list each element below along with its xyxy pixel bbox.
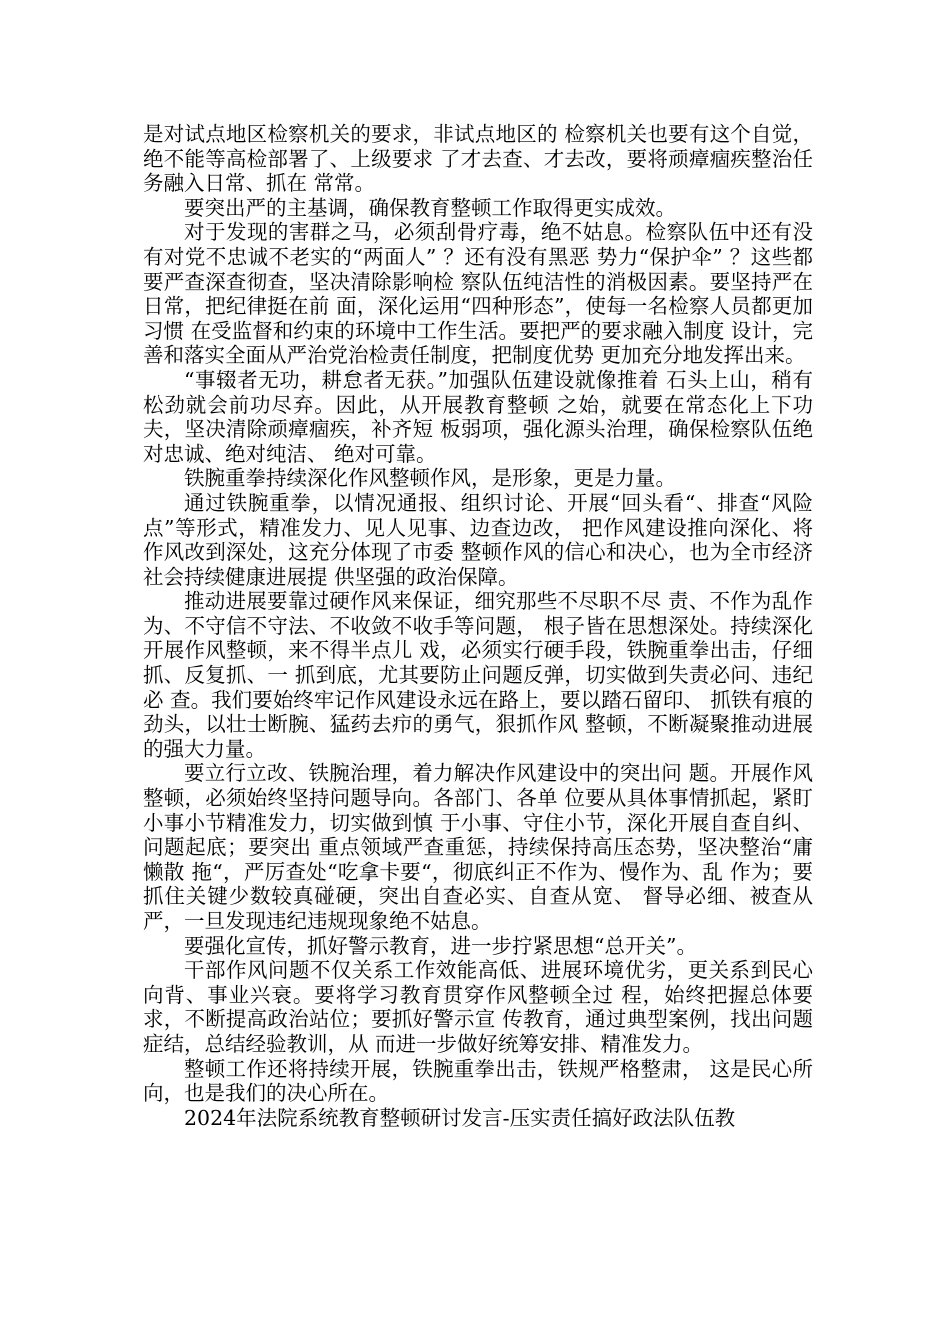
- document-body: [143, 122, 813, 1130]
- paragraph-4: “事辍者无功，耕怠者无获。”加强队伍建设就像推着 石头上山，稍有松劲就会前功尽弃。因此，从开展教育整顿 之始，就要在常态化上下功夫，坚决清除顽瘴痼疾，补齐短 板弱项，强化源头治理，确保检察队伍绝对忠诚、绝对纯洁、 绝对可靠。: [143, 367, 813, 466]
- paragraph-1: 是对试点地区检察机关的要求，非试点地区的 检察机关也要有这个自觉，绝不能等高检部署了、上级要求 了才去查、才去改，要将顽瘴痼疾整治任务融入日常、抓在 常常。: [143, 122, 813, 196]
- paragraph-6: 通过铁腕重拳，以情况通报、组织讨论、开展“回头看“、排查“风险点”等形式，精准发力、见人见事、边查边改， 把作风建设推向深化、将作风改到深处，这充分体现了市委 整顿作风的信心和决心，也为全市经济社会持续健康进展提 供坚强的政治保障。: [143, 490, 813, 589]
- paragraph-5: 铁腕重拳持续深化作风整顿作风，是形象，更是力量。: [184, 466, 676, 491]
- paragraph-10: 干部作风问题不仅关系工作效能高低、进展环境优劣，更关系到民心向背、事业兴衰。要将学习教育贯穿作风整顿全过 程，始终把握总体要求，不断提高政治站位；要抓好警示宣 传教育，通过典型案例，找出问题症结，总结经验教训，从 而进一步做好统筹安排、精准发力。: [143, 958, 813, 1056]
- paragraph-11: 整顿工作还将持续开展，铁腕重拳出击，铁规严格整肃， 这是民心所向，也是我们的决心所在。: [143, 1056, 813, 1106]
- paragraph-2: 要突出严的主基调，确保教育整顿工作取得更实成效。: [184, 195, 676, 220]
- paragraph-3: 对于发现的害群之马，必须刮骨疗毒，绝不姑息。检察队伍中还有没有对党不忠诚不老实的“两面人” ？还有没有黑恶 势力“保护伞” ？这些都要严查深查彻查，坚决清除影响检 察队伍纯洁性的消极因素。要坚持严在日常，把纪律挺在前 面，深化运用“四种形态”，使每一名检察人员都更加习惯 在受监督和约束的环境中工作生活。要把严的要求融入制度 设计，完善和落实全面从严治党治检责任制度，把制度优势 更加充分地发挥出来。: [143, 220, 813, 368]
- paragraph-8: 要立行立改、铁腕治理，着力解决作风建设中的突出问 题。开展作风整顿，必须始终坚持问题导向。各部门、各单 位要从具体事情抓起，紧盯小事小节精准发力，切实做到慎 于小事、守住小节，深化开展自查自纠、问题起底；要突出 重点领域严查重惩，持续保持高压态势，坚决整治“庸懒散 拖“，严厉查处“吃拿卡要“，彻底纠正不作为、慢作为、乱 作为；要抓住关键少数较真碰硬，突出自查必实、自查从宽、 督导必细、被查从严，一旦发现违纪违规现象绝不姑息。: [143, 761, 813, 933]
- paragraph-9: 要强化宣传，抓好警示教育，进一步拧紧思想“总开关”。: [184, 933, 697, 958]
- document-title-line: 2024年法院系统教育整顿研讨发言-压实责任搞好政法队伍教: [184, 1105, 736, 1130]
- paragraph-7: 推动进展要靠过硬作风来保证，细究那些不尽职不尽 责、不作为乱作为、不守信不守法、不收敛不收手等问题， 根子皆在思想深处。持续深化开展作风整顿，来不得半点儿 戏，必须实行硬手段，铁腕重拳出击，仔细抓、反复抓、一 抓到底，尤其要防止问题反弹，切实做到失责必问、违纪必 查。我们要始终牢记作风建设永远在路上，要以踏石留印、 抓铁有痕的劲头，以壮士断腕、猛药去疖的勇气，狠抓作风 整顿，不断凝聚推动进展的强大力量。: [143, 589, 813, 761]
